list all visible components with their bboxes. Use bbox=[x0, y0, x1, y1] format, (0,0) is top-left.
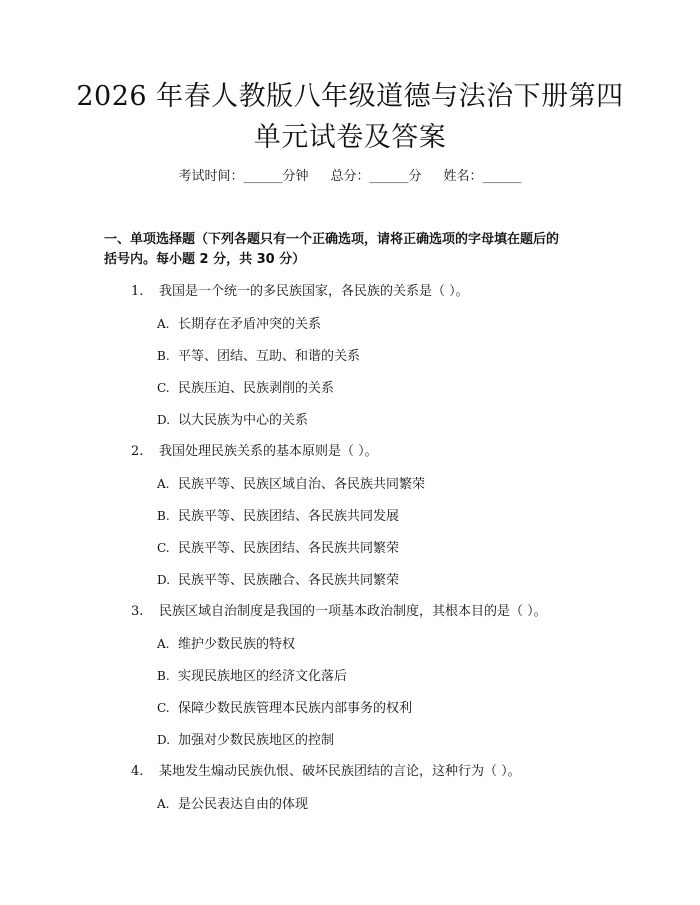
question-1-option-a bbox=[157, 315, 321, 334]
question-2-option-c bbox=[157, 539, 399, 558]
option-text: 民族平等、民族团结、各民族共同繁荣 bbox=[178, 541, 400, 556]
option-text: 民族平等、民族区域自治、各民族共同繁荣 bbox=[178, 477, 426, 492]
question-2-option-b bbox=[157, 507, 399, 526]
question-number: 2. bbox=[131, 444, 144, 459]
question-3-option-c bbox=[157, 699, 412, 718]
option-letter: C. bbox=[157, 701, 170, 715]
option-letter: D. bbox=[157, 573, 171, 587]
question-text: 民族区域自治制度是我国的一项基本政治制度，其根本目的是（ ）。 bbox=[159, 604, 547, 619]
question-text: 我国是一个统一的多民族国家，各民族的关系是（ ）。 bbox=[159, 284, 469, 299]
section-heading-line1: 一、单项选择题（下列各题只有一个正确选项，请将正确选项的字母填在题后的 bbox=[104, 232, 560, 247]
option-text: 是公民表达自由的体现 bbox=[178, 797, 309, 812]
question-1-option-d bbox=[157, 411, 308, 430]
question-2 bbox=[131, 443, 378, 461]
question-4 bbox=[131, 763, 521, 781]
question-text: 我国处理民族关系的基本原则是（ ）。 bbox=[159, 444, 378, 459]
question-text: 某地发生煽动民族仇恨、破坏民族团结的言论，这种行为（ ）。 bbox=[159, 764, 521, 779]
exam-info-row bbox=[0, 168, 700, 186]
option-text: 民族平等、民族融合、各民族共同繁荣 bbox=[178, 573, 400, 588]
student-name-field: 姓名：______ bbox=[443, 169, 522, 184]
exam-title-line2: 单元试卷及答案 bbox=[253, 122, 447, 153]
question-3-option-a bbox=[157, 635, 295, 654]
question-2-option-d bbox=[157, 571, 399, 590]
section-heading-line2: 括号内。每小题 2 分，共 30 分） bbox=[104, 252, 306, 267]
option-text: 保障少数民族管理本民族内部事务的权利 bbox=[178, 701, 413, 716]
option-letter: A. bbox=[157, 317, 170, 331]
option-text: 民族压迫、民族剥削的关系 bbox=[178, 381, 335, 396]
question-number: 3. bbox=[131, 604, 144, 619]
question-3-option-b bbox=[157, 667, 347, 686]
option-text: 维护少数民族的特权 bbox=[178, 637, 296, 652]
option-letter: C. bbox=[157, 381, 170, 395]
option-letter: B. bbox=[157, 669, 170, 683]
option-text: 长期存在矛盾冲突的关系 bbox=[178, 317, 322, 332]
option-letter: B. bbox=[157, 349, 170, 363]
question-1-option-c bbox=[157, 379, 334, 398]
question-3-option-d bbox=[157, 731, 334, 750]
option-letter: D. bbox=[157, 413, 171, 427]
exam-time-field: 考试时间：______分钟 bbox=[178, 169, 309, 184]
option-letter: A. bbox=[157, 637, 170, 651]
question-1-option-b bbox=[157, 347, 360, 366]
option-text: 以大民族为中心的关系 bbox=[178, 413, 309, 428]
option-text: 平等、团结、互助、和谐的关系 bbox=[178, 349, 361, 364]
option-letter: C. bbox=[157, 541, 170, 555]
total-score-field: 总分：______分 bbox=[330, 169, 422, 184]
question-1 bbox=[131, 283, 469, 301]
question-4-option-a bbox=[157, 795, 308, 814]
option-text: 加强对少数民族地区的控制 bbox=[178, 733, 335, 748]
question-number: 4. bbox=[131, 764, 144, 779]
option-letter: D. bbox=[157, 733, 171, 747]
question-number: 1. bbox=[131, 284, 144, 299]
option-text: 实现民族地区的经济文化落后 bbox=[178, 669, 348, 684]
question-2-option-a bbox=[157, 475, 425, 494]
option-letter: B. bbox=[157, 509, 170, 523]
question-3 bbox=[131, 603, 547, 621]
option-letter: A. bbox=[157, 797, 170, 811]
option-text: 民族平等、民族团结、各民族共同发展 bbox=[178, 509, 400, 524]
exam-title-line1: 2026 年春人教版八年级道德与法治下册第四 bbox=[76, 81, 624, 112]
option-letter: A. bbox=[157, 477, 170, 491]
